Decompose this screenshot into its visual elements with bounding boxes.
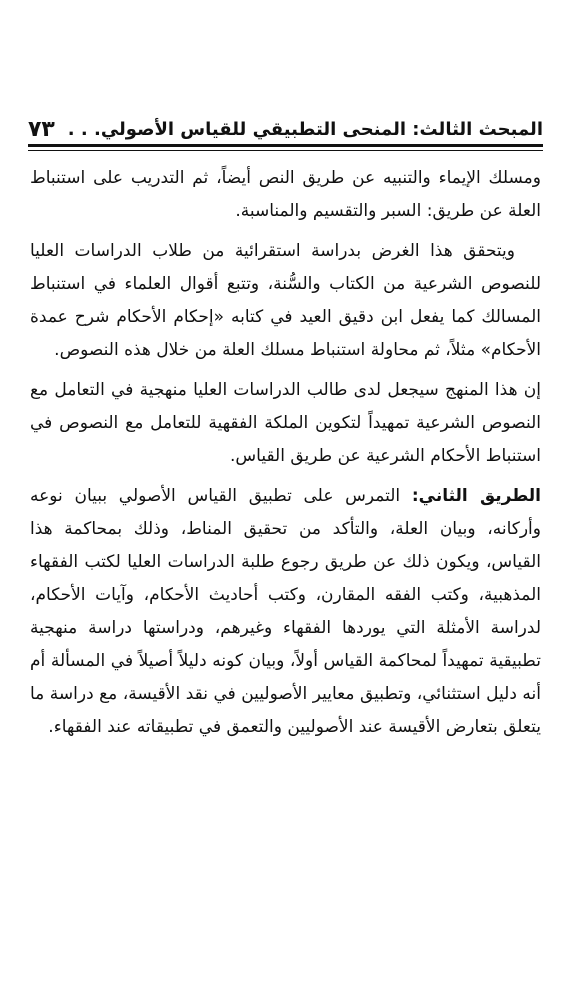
body-text [30, 162, 541, 751]
paragraph [30, 374, 541, 473]
paragraph [30, 235, 541, 367]
paragraph-text: ويتحقق هذا الغرض بدراسة استقرائية من طلاب الدراسات العليا للنصوص الشرعية من الكتاب والسُّنة، وتتبع أقوال العلماء في استنباط المسالك كما يفعل ابن دقيق العيد في كتابه «إحكام الأحكام شرح عمدة الأحكام» مثلاً، ثم محاولة استنباط مسلك العلة من خلال هذه النصوص. [30, 241, 541, 360]
header-rule-thin [28, 150, 543, 151]
paragraph [30, 480, 541, 744]
paragraph-lead: الطريق الثاني: [411, 486, 541, 506]
running-header-title: المبحث الثالث: المنحى التطبيقي للقياس الأصولي. . . [67, 119, 543, 140]
header-rule-thick [28, 144, 543, 147]
paragraph-text: التمرس على تطبيق القياس الأصولي ببيان نوعه وأركانه، وبيان العلة، والتأكد من تحقيق المناط، وذلك بمحاكمة هذا القياس، ويكون ذلك عن طريق رجوع طلبة الدراسات العليا لكتب الفقهاء المذهبية، وكتب الفقه المقارن، وكتب أحاديث الأحكام، وآيات الأحكام، لدراسة الأمثلة التي يوردها الفقهاء وغيرهم، ودراستها دراسة منهجية تطبيقية تمهيداً لمحاكمة القياس أولاً، وبيان كونه دليلاً أصيلاً في المسألة أم أنه دليل استثنائي، وتطبيق معايير الأصوليين في نقد الأقيسة، مع دراسة ما يتعلق بتعارض الأقيسة عند الأصوليين والتعمق في تطبيقاته عند الفقهاء. [30, 486, 541, 737]
paragraph [30, 162, 541, 228]
page-number: ٧٣ [28, 117, 55, 142]
paragraph-text: إن هذا المنهج سيجعل لدى طالب الدراسات العليا منهجية في التعامل مع النصوص الشرعية تمهيداً لتكوين الملكة الفقهية للتعامل مع النصوص في استنباط الأحكام الشرعية عن طريق القياس. [30, 380, 541, 466]
running-header [28, 108, 543, 142]
paragraph-text: ومسلك الإيماء والتنبيه عن طريق النص أيضاً، ثم التدريب على استنباط العلة عن طريق: السبر والتقسيم والمناسبة. [30, 168, 541, 221]
